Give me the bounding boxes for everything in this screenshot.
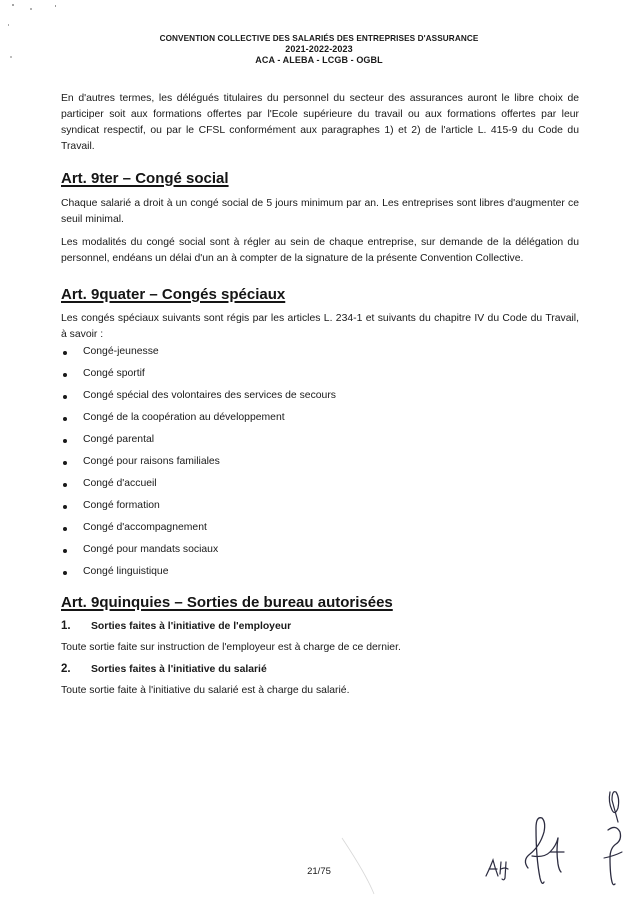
list-item: Congé d'accompagnement [61,520,561,542]
bullet-icon [63,373,67,377]
list-item: Congé parental [61,432,561,454]
art-9quater-intro: Les congés spéciaux suivants sont régis par les articles L. 234-1 et suivants du chapitre IV du Code du Travail, à savoir : [61,313,579,340]
list-item: Congé de la coopération au développement [61,410,561,432]
subsection-2-text: Toute sortie faite à l'initiative du salarié est à charge du salarié. [61,685,350,696]
subsection-1-heading [61,618,291,635]
bullet-icon [63,395,67,399]
scan-speck [55,5,56,7]
bullet-icon [63,439,67,443]
subsection-2-title: Sorties faites à l'initiative du salarié [91,664,267,675]
scan-speck [30,8,32,10]
header-parties: ACA - ALEBA - LCGB - OGBL [255,55,383,65]
subsection-1-number: 1. [61,620,71,632]
list-item: Congé-jeunesse [61,344,561,366]
list-item: Congé spécial des volontaires des services de secours [61,388,561,410]
scan-speck [12,4,14,6]
bullet-icon [63,351,67,355]
bullet-icon [63,571,67,575]
bullet-icon [63,505,67,509]
art-9ter-title: Art. 9ter – Congé social [61,170,229,187]
subsection-1-text: Toute sortie faite sur instruction de l'employeur est à charge de ce dernier. [61,642,401,653]
bullet-icon [63,483,67,487]
document-header [0,33,638,66]
subsection-2-heading [61,661,267,678]
header-years: 2021-2022-2023 [285,44,353,54]
bullet-icon [63,417,67,421]
list-item: Congé sportif [61,366,561,388]
page-number: 21/75 [307,866,331,877]
list-item: Congé pour mandats sociaux [61,542,561,564]
list-item: Congé pour raisons familiales [61,454,561,476]
art-9quater-title: Art. 9quater – Congés spéciaux [61,286,286,303]
special-leave-list [61,344,561,586]
bullet-icon [63,527,67,531]
art-9quinquies-title: Art. 9quinquies – Sorties de bureau autorisées [61,594,393,611]
list-item: Congé linguistique [61,564,561,586]
handwritten-initials-signature [470,770,630,890]
list-item: Congé d'accueil [61,476,561,498]
art-9ter-paragraph-1: Chaque salarié a droit à un congé social de 5 jours minimum par an. Les entreprises sont libres d'augmenter ce seuil minimal. [61,198,579,225]
bullet-icon [63,549,67,553]
header-title: CONVENTION COLLECTIVE DES SALARIÉS DES ENTREPRISES D'ASSURANCE [159,34,479,43]
subsection-1-title: Sorties faites à l'initiative de l'employeur [91,621,292,632]
art-9ter-paragraph-2: Les modalités du congé social sont à régler au sein de chaque entreprise, sur demande de la délégation du personnel, endéans un délai d'un an à compter de la signature de la présente Convention Collective. [61,237,579,264]
list-item: Congé formation [61,498,561,520]
scan-speck [8,24,9,26]
intro-paragraph: En d'autres termes, les délégués titulaires du personnel du secteur des assurances auront le libre choix de participer soit aux formations offertes par l'Ecole supérieure du travail ou aux formations offertes par leur syndicat respectif, ou par le CFSL conformément aux paragraphes 1) et 2) de l'article L. 415-9 du Code du Travail. [61,93,579,152]
bullet-icon [63,461,67,465]
subsection-2-number: 2. [61,663,71,675]
